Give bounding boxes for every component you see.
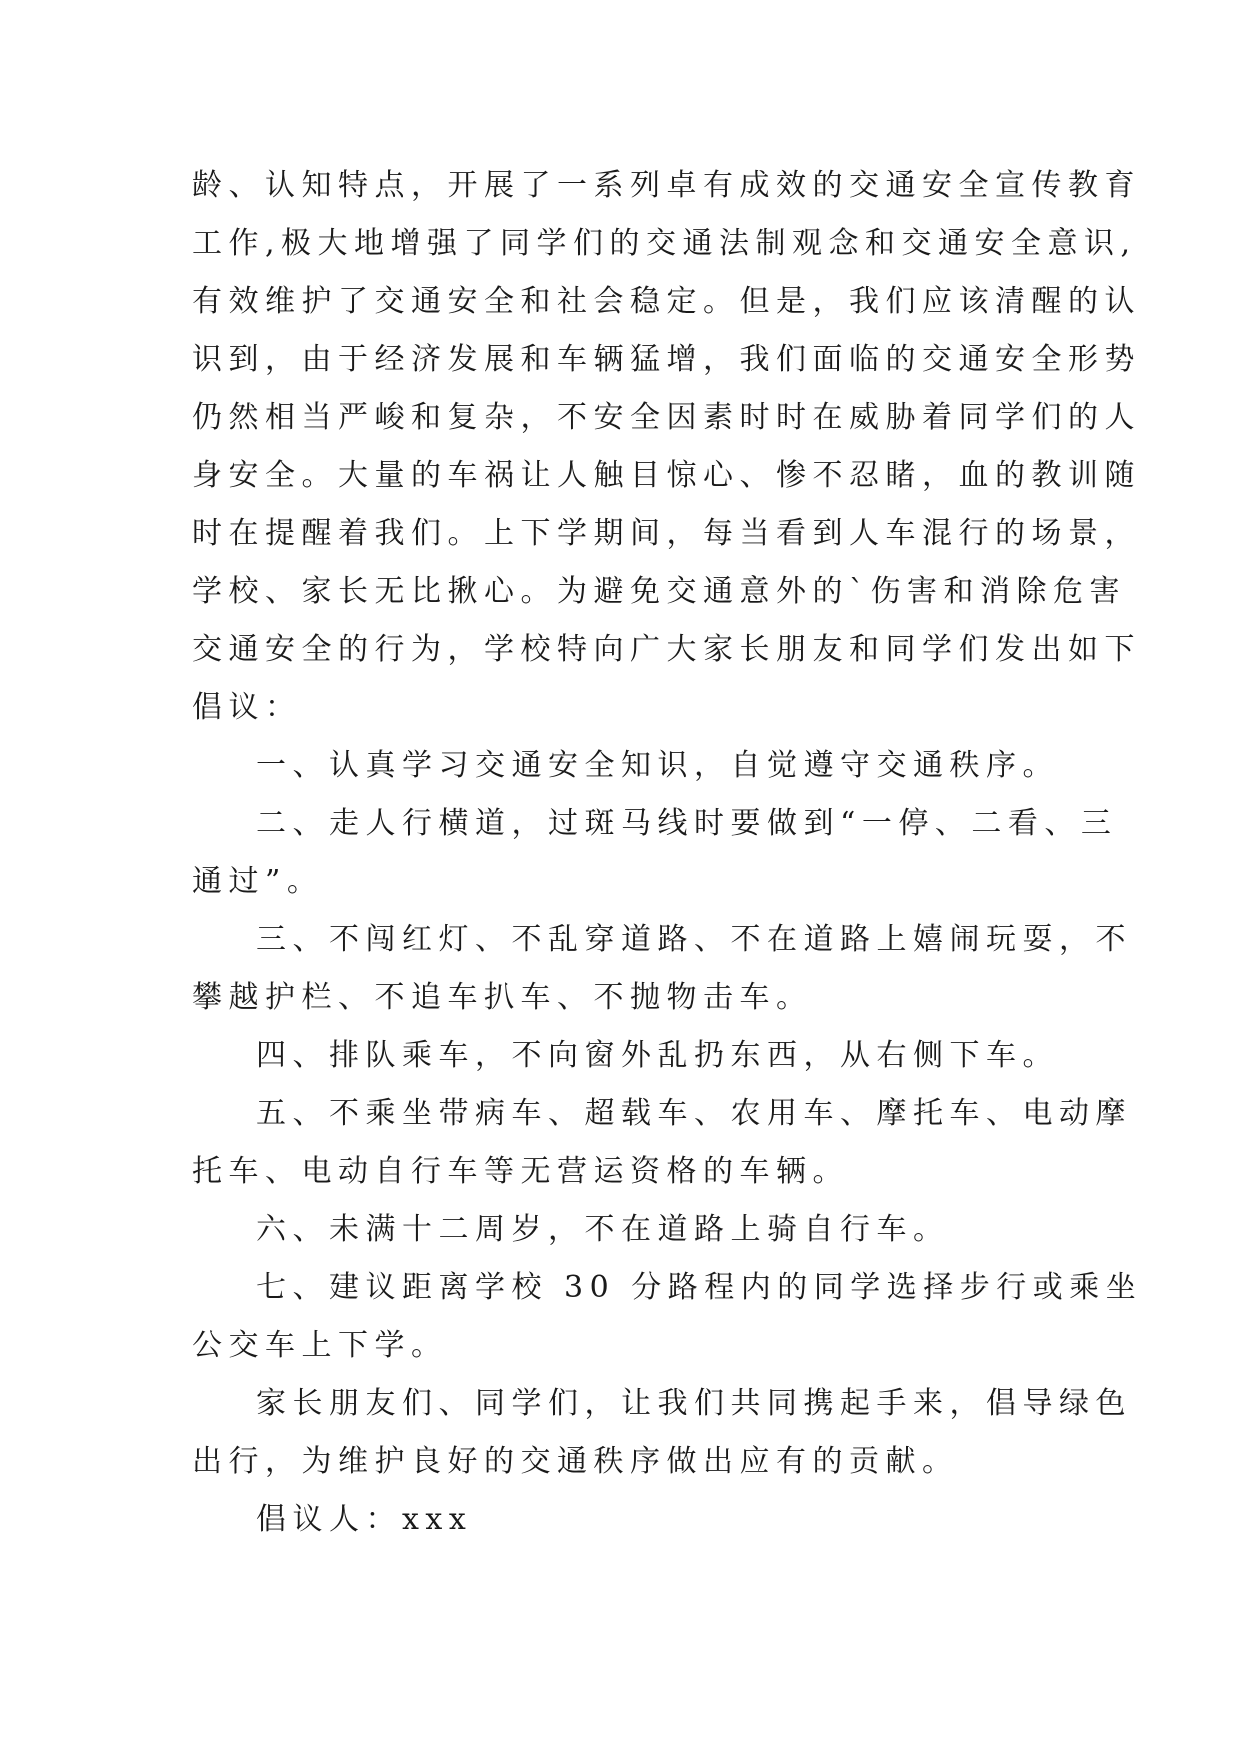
paragraph-line: 交通安全的行为，学校特向广大家长朋友和同学们发出如下 xyxy=(192,632,1141,667)
proposal-item-7: 七、建议距离学校 30 分路程内的同学选择步行或乘坐 xyxy=(256,1270,1143,1305)
proposal-item-5: 五、不乘坐带病车、超载车、农用车、摩托车、电动摩 xyxy=(256,1096,1132,1131)
paragraph-line: 有效维护了交通安全和社会稳定。但是，我们应该清醒的认 xyxy=(192,284,1141,319)
proposal-item-3-continued: 攀越护栏、不追车扒车、不抛物击车。 xyxy=(192,980,813,1015)
closing-paragraph-continued: 出行，为维护良好的交通秩序做出应有的贡献。 xyxy=(192,1444,959,1479)
paragraph-line: 仍然相当严峻和复杂，不安全因素时时在威胁着同学们的人 xyxy=(192,400,1141,435)
proposal-item-6: 六、未满十二周岁，不在道路上骑自行车。 xyxy=(256,1212,950,1247)
paragraph-line: 学校、家长无比揪心。为避免交通意外的`伤害和消除危害 xyxy=(192,574,1126,609)
proposal-item-5-continued: 托车、电动自行车等无营运资格的车辆。 xyxy=(192,1154,849,1189)
document-body xyxy=(192,157,1143,1549)
paragraph-line: 身安全。大量的车祸让人触目惊心、惨不忍睹，血的教训随 xyxy=(192,458,1141,493)
proposal-item-3: 三、不闯红灯、不乱穿道路、不在道路上嬉闹玩耍，不 xyxy=(256,922,1132,957)
paragraph-line: 识到，由于经济发展和车辆猛增，我们面临的交通安全形势 xyxy=(192,342,1141,377)
proposal-item-2-continued: 通过”。 xyxy=(192,864,324,899)
proposal-item-4: 四、排队乘车，不向窗外乱扔东西，从右侧下车。 xyxy=(256,1038,1059,1073)
proposal-item-7-continued: 公交车上下学。 xyxy=(192,1328,448,1363)
paragraph-line: 时在提醒着我们。上下学期间，每当看到人车混行的场景， xyxy=(192,516,1141,551)
paragraph-line: 龄、认知特点，开展了一系列卓有成效的交通安全宣传教育 xyxy=(192,168,1141,203)
proposal-item-2: 二、走人行横道，过斑马线时要做到“一停、二看、三 xyxy=(256,806,1118,841)
closing-paragraph: 家长朋友们、同学们，让我们共同携起手来，倡导绿色 xyxy=(256,1386,1132,1421)
paragraph-line: 倡议： xyxy=(192,690,302,725)
paragraph-line: 工作,极大地增强了同学们的交通法制观念和交通安全意识, xyxy=(192,226,1137,261)
proposal-item-1: 一、认真学习交通安全知识，自觉遵守交通秩序。 xyxy=(256,748,1059,783)
signature-line: 倡议人：xxx xyxy=(256,1502,473,1537)
